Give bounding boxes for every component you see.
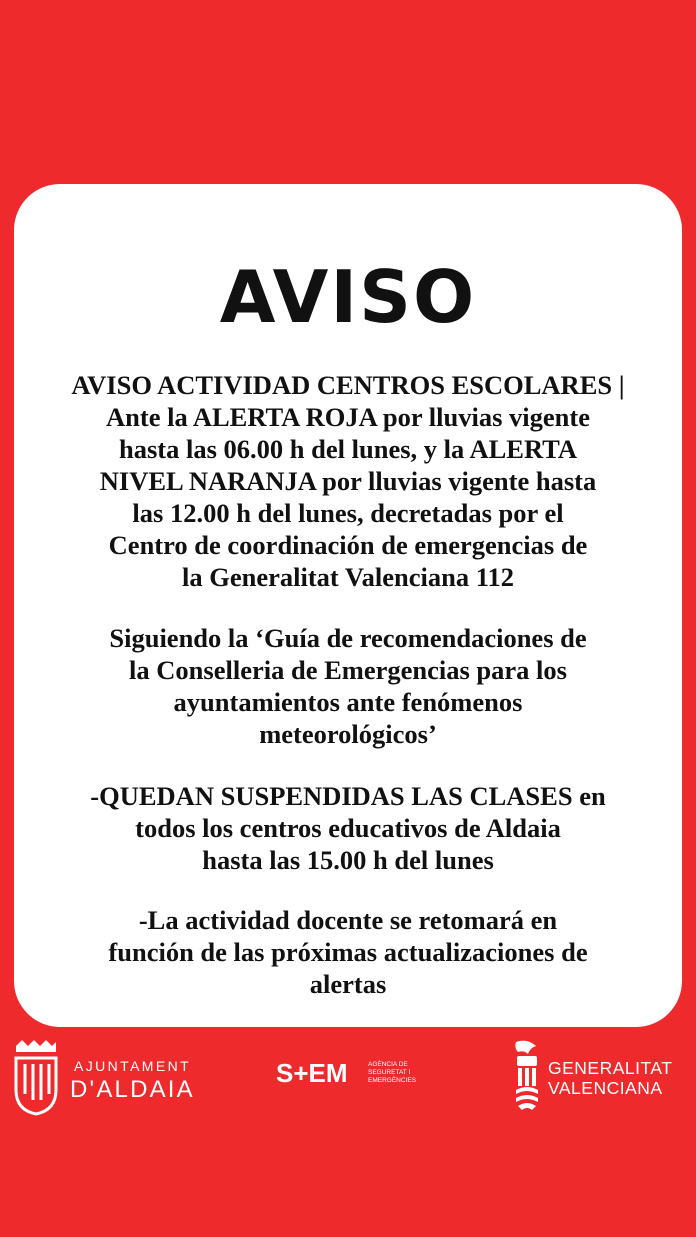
paragraph-line: alertas — [309, 969, 387, 999]
notice-title: AVISO — [219, 255, 477, 339]
paragraph-line: -QUEDAN SUSPENDIDAS LAS CLASES en — [90, 781, 606, 811]
notice-paragraph-1 — [40, 369, 656, 593]
paragraph-line: hasta las 15.00 h del lunes — [202, 845, 494, 875]
paragraph-line: todos los centros educativos de Aldaia — [135, 813, 561, 843]
paragraph-line: Centro de coordinación de emergencias de — [108, 530, 588, 560]
aldaia-logo — [12, 1038, 195, 1118]
paragraph-line: hasta las 06.00 h del lunes, y la ALERTA — [118, 434, 577, 464]
paragraph-line: la Conselleria de Emergencias para los — [129, 655, 567, 685]
sem-logo-subtitle: AGÈNCIA DE SEGURETAT I EMERGÈNCIES — [368, 1061, 417, 1084]
generalitat-logo — [512, 1040, 682, 1120]
notice-paragraph-4 — [40, 904, 656, 1000]
generalitat-logo-line1: GENERALITAT — [548, 1058, 673, 1078]
generalitat-logo-line2: VALENCIANA — [548, 1078, 663, 1098]
sem-logo — [276, 1058, 436, 1094]
aldaia-logo-line2: D'ALDAIA — [70, 1076, 195, 1103]
aldaia-logo-line1: AJUNTAMENT — [74, 1058, 192, 1074]
paragraph-line: meteorológicos’ — [259, 719, 437, 749]
paragraph-line: Ante la ALERTA ROJA por lluvias vigente — [106, 402, 590, 432]
paragraph-line: AVISO ACTIVIDAD CENTROS ESCOLARES | — [71, 370, 625, 400]
paragraph-line: las 12.00 h del lunes, decretadas por el — [132, 498, 564, 528]
paragraph-line: NIVEL NARANJA por lluvias vigente hasta — [99, 466, 597, 496]
notice-paragraph-3 — [40, 780, 656, 876]
town-shield-icon — [12, 1038, 60, 1118]
notice-paragraph-2 — [40, 622, 656, 750]
paragraph-line: función de las próximas actualizaciones de — [108, 937, 588, 967]
paragraph-line: -La actividad docente se retomará en — [138, 905, 558, 935]
sem-logo-mark: S+EM — [276, 1058, 348, 1088]
paragraph-line: la Generalitat Valenciana 112 — [182, 562, 514, 592]
paragraph-line: ayuntamientos ante fenómenos — [173, 687, 523, 717]
paragraph-line: Siguiendo la ‘Guía de recomendaciones de — [109, 623, 587, 653]
generalitat-emblem-icon — [512, 1040, 542, 1112]
